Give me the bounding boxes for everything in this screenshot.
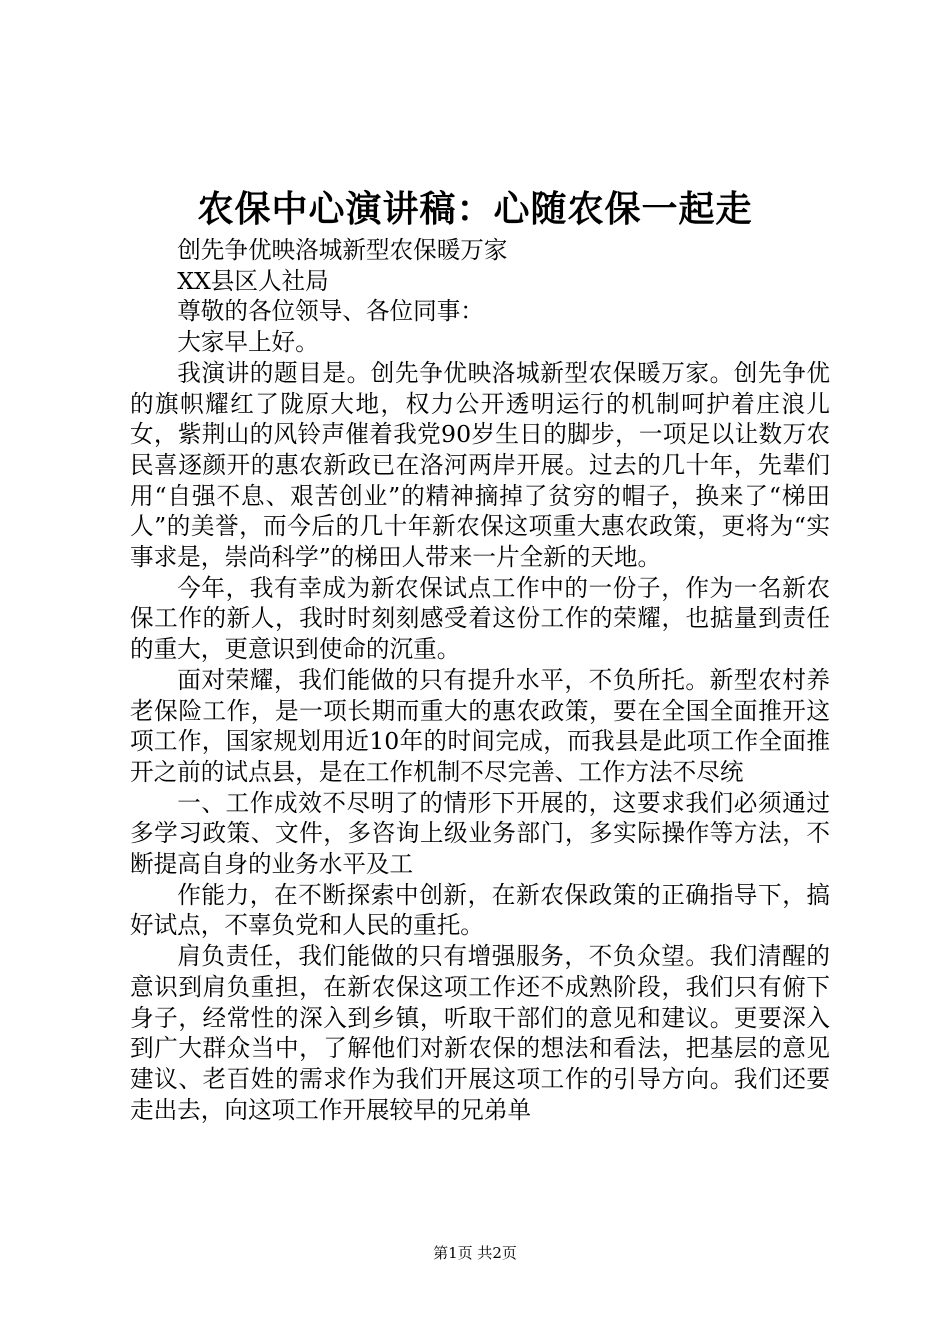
paragraph: 作能力，在不断探索中创新，在新农保政策的正确指导下，搞好试点，不辜负党和人民的重托。 xyxy=(130,880,830,940)
salutation-line: 尊敬的各位领导、各位同事： xyxy=(177,297,484,326)
author-line: XX县区人社局 xyxy=(177,266,329,295)
paragraph: 肩负责任，我们能做的只有增强服务，不负众望。我们清醒的意识到肩负重担，在新农保这项工作还不成熟阶段，我们只有俯下身子，经常性的深入到乡镇，听取干部们的意见和建议。更要深入到广大群众当中，了解他们对新农保的想法和看法，把基层的意见建议、老百姓的需求作为我们开展这项工作的引导方向。我们还要走出去，向这项工作开展较早的兄弟单 xyxy=(130,942,830,1124)
paragraph: 一、工作成效不尽明了的情形下开展的，这要求我们必须通过多学习政策、文件，多咨询上级业务部门，多实际操作等方法，不断提高自身的业务水平及工 xyxy=(130,788,830,879)
paragraph: 今年，我有幸成为新农保试点工作中的一份子，作为一名新农保工作的新人，我时时刻刻感受着这份工作的荣耀，也掂量到责任的重大，更意识到使命的沉重。 xyxy=(130,573,830,664)
greeting-line: 大家早上好。 xyxy=(177,328,319,357)
paragraph: 面对荣耀，我们能做的只有提升水平，不负所托。新型农村养老保险工作，是一项长期而重大的惠农政策，要在全国全面推开这项工作，国家规划用近10年的时间完成，而我县是此项工作全面推开之前的试点县，是在工作机制不尽完善、工作方法不尽统 xyxy=(130,665,830,786)
subtitle-line: 创先争优映洛城新型农保暖万家 xyxy=(177,236,508,264)
document-title: 农保中心演讲稿：心随农保一起走 xyxy=(197,188,753,230)
paragraph: 我演讲的题目是。创先争优映洛城新型农保暖万家。创先争优的旗帜耀红了陇原大地，权力公开透明运行的机制呵护着庄浪儿女，紫荆山的风铃声催着我党90岁生日的脚步，一项足以让数万农民喜逐颜开的惠农新政已在洛河两岸开展。过去的几十年，先辈们用“自强不息、艰苦创业”的精神摘掉了贫穷的帽子，换来了“梯田人”的美誉，而今后的几十年新农保这项重大惠农政策，更将为“实事求是，崇尚科学”的梯田人带来一片全新的天地。 xyxy=(130,358,830,572)
document-body xyxy=(130,235,830,1125)
page-footer: 第1页 共2页 xyxy=(433,1244,517,1262)
